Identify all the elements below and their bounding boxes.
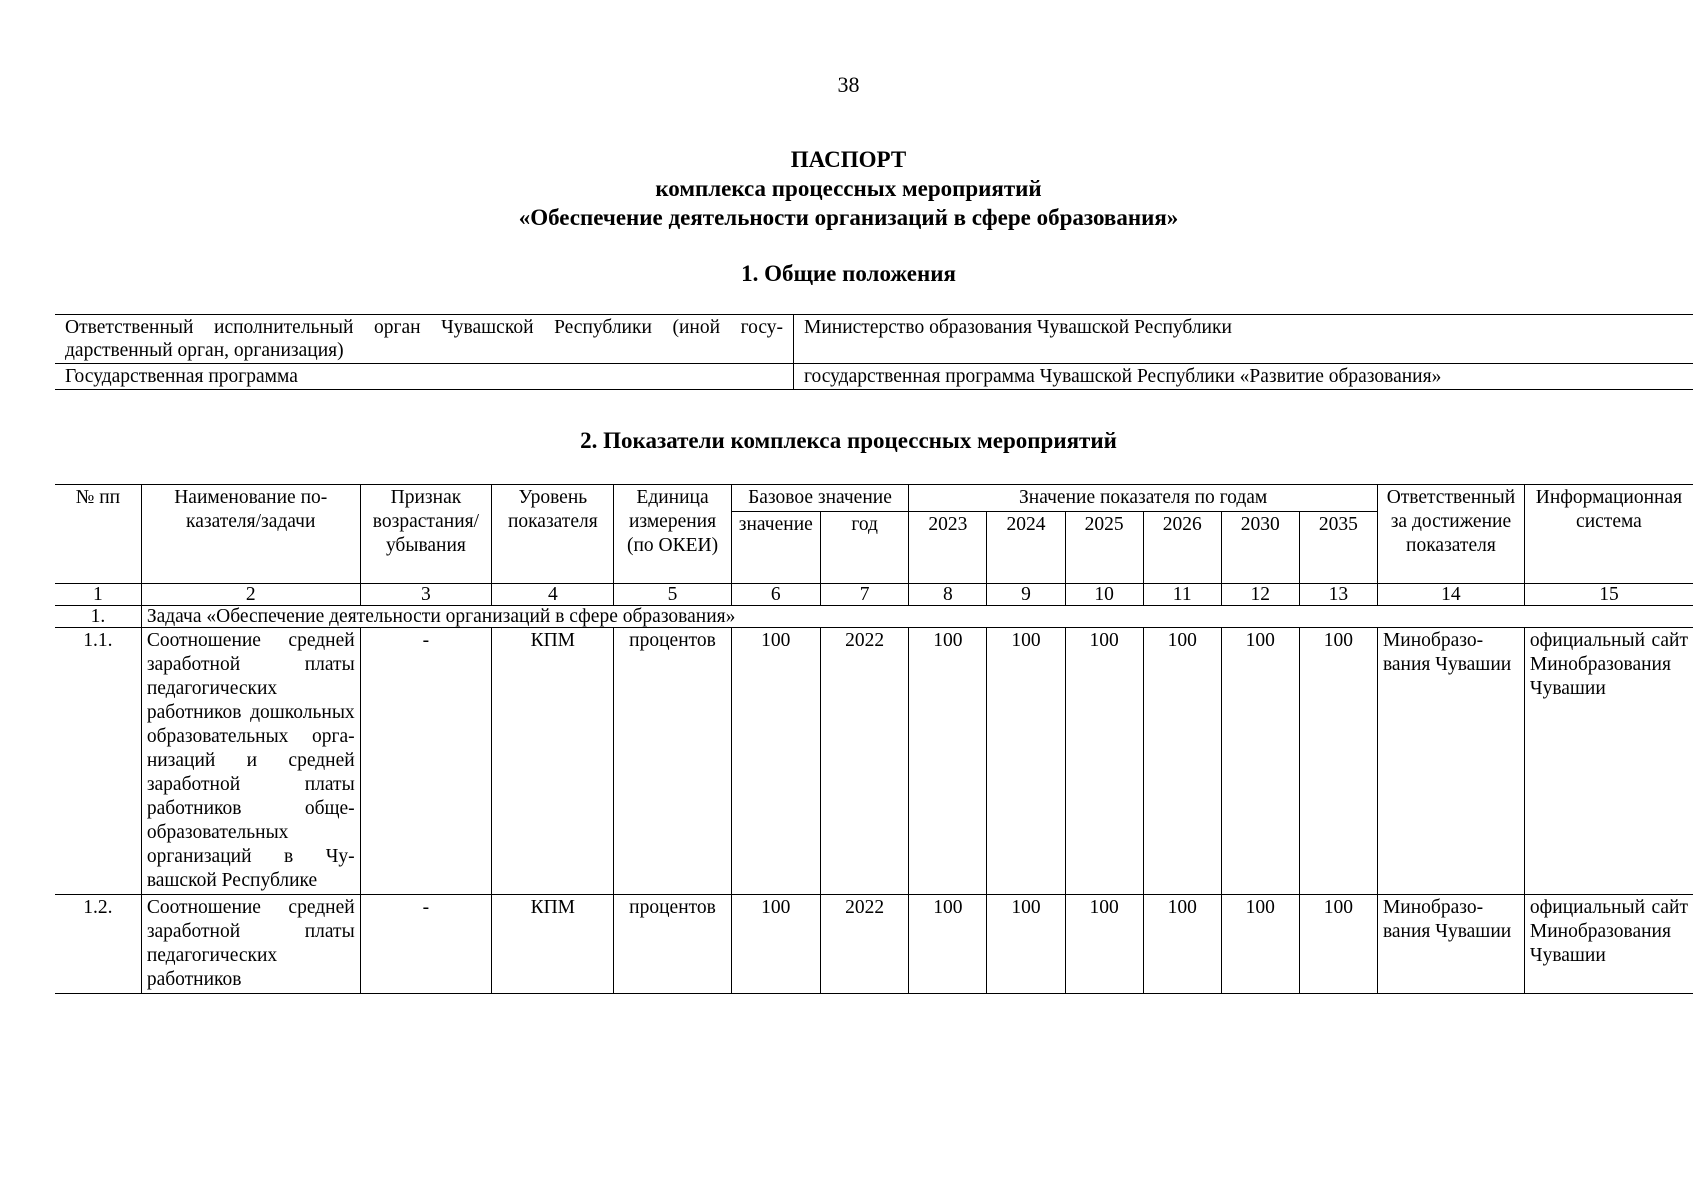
table-row: [55, 895, 1693, 994]
row-unit: процентов: [614, 895, 731, 994]
row-year-value: 100: [1143, 628, 1221, 895]
row-year-value: 100: [909, 895, 987, 994]
general-row-value: государственная программа Чувашской Республики «Развитие образования»: [794, 364, 1694, 390]
header-years-group: Значение показателя по годам: [909, 485, 1378, 512]
header-row-1: [55, 485, 1693, 512]
task-text: Задача «Обеспечение деятельности организаций в сфере образования»: [141, 606, 1693, 628]
general-row-label: Ответственный исполнительный орган Чувашской Республики (иной государственный орган, организация): [55, 315, 794, 364]
title-line-1: ПАСПОРТ: [790, 147, 907, 172]
header-year: 2035: [1299, 512, 1377, 584]
general-row-value: Министерство образования Чувашской Республики: [794, 315, 1694, 364]
header-level: Уровень показателя: [492, 485, 614, 584]
column-number: 10: [1065, 584, 1143, 606]
header-year: 2030: [1221, 512, 1299, 584]
column-number: 1: [55, 584, 141, 606]
row-year-value: 100: [1065, 895, 1143, 994]
row-base-value: 100: [731, 895, 820, 994]
header-base-value: значение: [731, 512, 820, 584]
header-year: 2025: [1065, 512, 1143, 584]
row-year-value: 100: [1221, 895, 1299, 994]
task-row: [55, 606, 1693, 628]
column-number: 2: [141, 584, 360, 606]
row-indicator-name: Соотношение средней заработной платы педагогических работников дошкольных образовательных организаций и средней заработной платы работников общеобразовательных организаций в Чувашской Республике: [141, 628, 360, 895]
row-year-value: 100: [1299, 895, 1377, 994]
row-year-value: 100: [987, 895, 1065, 994]
column-number: 15: [1524, 584, 1693, 606]
indicators-table: [55, 484, 1693, 994]
header-name: Наименование показателя/задачи: [141, 485, 360, 584]
general-provisions-table: [55, 314, 1693, 390]
column-number: 8: [909, 584, 987, 606]
section-1-heading: 1. Общие положения: [741, 261, 956, 286]
row-year-value: 100: [1299, 628, 1377, 895]
header-sign: Признак возрастания/убывания: [360, 485, 492, 584]
row-responsible: Минобразования Чувашии: [1377, 895, 1524, 994]
column-number: 13: [1299, 584, 1377, 606]
row-num: 1.1.: [55, 628, 141, 895]
row-base-value: 100: [731, 628, 820, 895]
column-number: 11: [1143, 584, 1221, 606]
title-line-2: комплекса процессных мероприятий: [655, 176, 1042, 201]
row-sign: -: [360, 628, 492, 895]
column-number: 4: [492, 584, 614, 606]
column-number: 3: [360, 584, 492, 606]
row-year-value: 100: [1065, 628, 1143, 895]
column-number: 12: [1221, 584, 1299, 606]
page-number: 38: [837, 72, 860, 97]
column-number: 5: [614, 584, 731, 606]
row-num: 1.2.: [55, 895, 141, 994]
section-2-heading: 2. Показатели комплекса процессных мероприятий: [580, 428, 1117, 453]
header-info-system: Информационная система: [1524, 485, 1693, 584]
row-sign: -: [360, 895, 492, 994]
header-base-year: год: [820, 512, 908, 584]
row-base-year: 2022: [820, 628, 908, 895]
row-year-value: 100: [909, 628, 987, 895]
document-title: [0, 145, 1697, 232]
column-number: 14: [1377, 584, 1524, 606]
general-row: [55, 315, 1693, 364]
table-row: [55, 628, 1693, 895]
header-num: № пп: [55, 485, 141, 584]
task-num: 1.: [55, 606, 141, 628]
header-year: 2024: [987, 512, 1065, 584]
row-indicator-name: Соотношение средней заработной платы педагогических работников: [141, 895, 360, 994]
general-row: [55, 364, 1693, 390]
row-responsible: Минобразования Чувашии: [1377, 628, 1524, 895]
header-base: Базовое значение: [731, 485, 909, 512]
row-year-value: 100: [1221, 628, 1299, 895]
title-line-3: «Обеспечение деятельности организаций в сфере образования»: [518, 205, 1179, 230]
row-base-year: 2022: [820, 895, 908, 994]
header-year: 2023: [909, 512, 987, 584]
row-level: КПМ: [492, 895, 614, 994]
column-number: 9: [987, 584, 1065, 606]
column-number: 6: [731, 584, 820, 606]
row-year-value: 100: [1143, 895, 1221, 994]
row-info-system: официальный сайт Минобразования Чувашии: [1524, 895, 1693, 994]
column-number: 7: [820, 584, 908, 606]
column-numbers-row: [55, 584, 1693, 606]
row-year-value: 100: [987, 628, 1065, 895]
header-responsible: Ответственный за достижение показателя: [1377, 485, 1524, 584]
header-year: 2026: [1143, 512, 1221, 584]
row-level: КПМ: [492, 628, 614, 895]
row-unit: процентов: [614, 628, 731, 895]
header-unit: Единица измерения (по ОКЕИ): [614, 485, 731, 584]
general-row-label: Государственная программа: [55, 364, 794, 390]
row-info-system: официальный сайт Минобразования Чувашии: [1524, 628, 1693, 895]
